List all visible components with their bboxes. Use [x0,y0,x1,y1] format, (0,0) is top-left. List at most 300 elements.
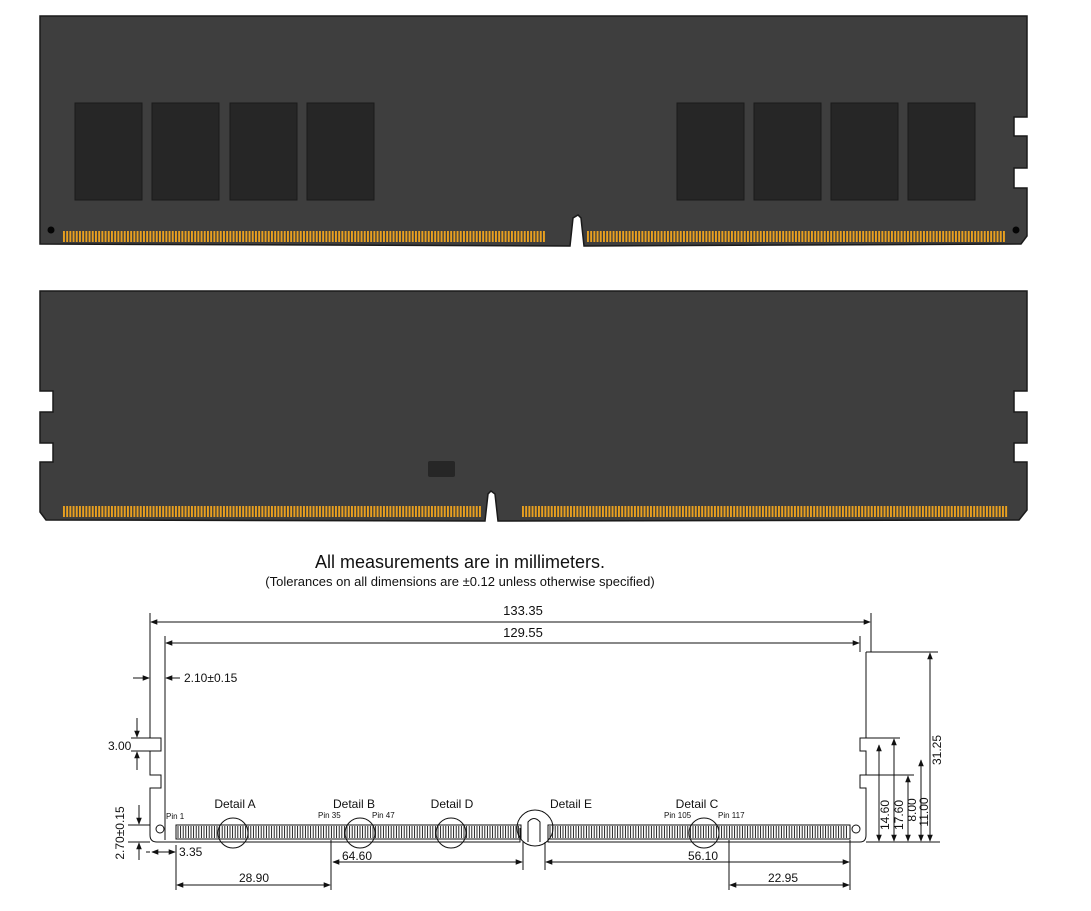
gold-finger [634,506,636,517]
gold-finger [638,231,640,242]
detail-a-label: Detail A [214,797,256,811]
gold-finger [133,231,135,242]
gold-finger [725,231,727,242]
gold-finger [625,231,627,242]
gold-finger [303,506,305,517]
gold-finger [213,231,215,242]
dim-module-height: 31.25 [930,734,944,766]
pin-105-label: Pin 105 [664,811,692,820]
gold-finger [476,506,478,517]
dim-right-to-detail-c: 22.95 [767,871,799,885]
gold-finger [795,231,797,242]
dim-edge-to-hole: 2.10±0.15 [184,671,238,685]
gold-finger [117,231,119,242]
gold-finger [223,506,225,517]
gold-finger [169,506,171,517]
gold-finger [249,231,251,242]
gold-finger [624,506,626,517]
gold-finger [261,506,263,517]
gold-finger [605,506,607,517]
gold-finger [704,506,706,517]
gold-finger [191,231,193,242]
gold-finger [293,506,295,517]
gold-finger [888,231,890,242]
gold-finger [149,231,151,242]
gold-finger [447,506,449,517]
gold-finger [602,506,604,517]
gold-finger [149,506,151,517]
gold-finger [265,231,267,242]
gold-finger [951,506,953,517]
gold-finger [811,231,813,242]
gold-finger [338,231,340,242]
gold-finger [255,506,257,517]
gold-finger [434,506,436,517]
gold-finger [730,506,732,517]
gold-finger [763,231,765,242]
gold-finger [628,506,630,517]
gold-finger [207,231,209,242]
gold-finger [647,506,649,517]
gold-finger [233,506,235,517]
gold-finger [287,506,289,517]
gold-finger [457,231,459,242]
gold-finger [431,231,433,242]
gold-finger [95,506,97,517]
gold-finger [85,231,87,242]
gold-finger [715,231,717,242]
gold-finger [98,231,100,242]
gold-finger [313,231,315,242]
gold-finger [306,506,308,517]
gold-finger [229,231,231,242]
gold-finger [383,231,385,242]
gold-finger [303,231,305,242]
gold-finger [804,506,806,517]
gold-finger [447,231,449,242]
memory-chip [152,103,219,200]
gold-finger [957,506,959,517]
gold-finger [816,506,818,517]
gold-finger [213,506,215,517]
gold-finger [415,506,417,517]
memory-chip [75,103,142,200]
gold-finger [73,506,75,517]
gold-finger [632,231,634,242]
gold-finger [992,506,994,517]
gold-finger [319,231,321,242]
pin-117-label: Pin 117 [718,811,745,820]
gold-finger [941,506,943,517]
gold-finger [567,506,569,517]
gold-finger [702,231,704,242]
mount-hole-left [156,825,164,833]
gold-finger [600,231,602,242]
gold-finger [463,231,465,242]
gold-finger [689,231,691,242]
gold-finger [727,506,729,517]
gold-finger [463,506,465,517]
detail-c-label: Detail C [675,797,719,811]
gold-finger [469,506,471,517]
memory-chip [831,103,898,200]
gold-finger [297,231,299,242]
gold-finger [570,506,572,517]
gold-finger [942,231,944,242]
gold-finger [162,231,164,242]
gold-finger [82,506,84,517]
gold-finger [335,506,337,517]
gold-finger [287,231,289,242]
gold-finger [688,506,690,517]
gold-finger [217,506,219,517]
dim-notch-lower: 11.00 [917,797,931,827]
gold-finger [756,506,758,517]
gold-finger [648,231,650,242]
gold-finger [239,506,241,517]
gold-finger [792,231,794,242]
gold-finger [319,506,321,517]
gold-finger [479,231,481,242]
gold-finger [696,231,698,242]
gold-finger [300,506,302,517]
gold-finger [753,231,755,242]
gold-finger [121,231,123,242]
gold-finger [140,506,142,517]
gold-finger [616,231,618,242]
gold-finger [444,231,446,242]
gold-finger [673,231,675,242]
gold-finger [986,506,988,517]
gold-finger [207,506,209,517]
mounting-dot-left [48,227,55,234]
gold-finger [891,231,893,242]
gold-finger [827,231,829,242]
gold-finger [705,231,707,242]
gold-finger [143,506,145,517]
gold-finger [325,506,327,517]
gold-finger [693,231,695,242]
gold-finger [974,231,976,242]
gold-finger [85,506,87,517]
gold-finger [752,506,754,517]
gold-finger [858,506,860,517]
gold-finger [268,231,270,242]
gold-finger [797,506,799,517]
gold-finger [544,506,546,517]
gold-finger [261,231,263,242]
gold-finger [66,231,68,242]
gold-finger [274,506,276,517]
gold-finger [929,231,931,242]
gold-finger [778,506,780,517]
gold-finger [747,231,749,242]
gold-finger [370,506,372,517]
gold-finger [185,506,187,517]
dim-hole-to-hole: 129.55 [503,625,543,640]
gold-finger [69,231,71,242]
gold-finger [226,506,228,517]
gold-finger [127,231,129,242]
gold-fingers-back [63,506,1007,517]
gold-finger [210,231,212,242]
gold-finger [178,231,180,242]
detail-e-label: Detail E [549,797,593,811]
gold-finger [89,231,91,242]
gold-finger [737,231,739,242]
gold-finger [389,231,391,242]
gold-finger [618,506,620,517]
gold-finger [641,231,643,242]
gold-finger [297,506,299,517]
outline [150,652,866,842]
gold-finger [466,231,468,242]
gold-finger [79,231,81,242]
gold-finger [316,231,318,242]
gold-finger [130,231,132,242]
gold-finger [453,231,455,242]
dim-notch-top: 14.60 [878,799,892,831]
gold-finger [508,231,510,242]
gold-finger [361,231,363,242]
gold-finger [817,231,819,242]
gold-finger [367,506,369,517]
gold-finger [640,506,642,517]
gold-finger [377,506,379,517]
gold-finger [409,506,411,517]
gold-finger [146,231,148,242]
gold-finger [996,506,998,517]
gold-finger [412,506,414,517]
gold-finger [733,506,735,517]
dim-hole-height: 2.70±0.15 [113,806,127,860]
gold-finger [159,231,161,242]
dim-overall-length: 133.35 [503,603,543,618]
gold-finger [900,506,902,517]
gold-finger [554,506,556,517]
gold-finger [223,231,225,242]
gold-finger [833,231,835,242]
gold-finger [824,231,826,242]
gold-finger [917,231,919,242]
gold-finger [194,231,196,242]
gold-finger [965,231,967,242]
gold-finger [162,506,164,517]
gold-finger [573,506,575,517]
gold-finger [1003,231,1005,242]
gold-finger [300,231,302,242]
gold-finger [405,231,407,242]
gold-finger [418,231,420,242]
measurement-note: All measurements are in millimeters. [314,552,606,572]
gold-finger [762,506,764,517]
gold-finger [101,231,103,242]
gold-finger [661,231,663,242]
gold-finger [351,231,353,242]
gold-finger [961,231,963,242]
memory-chip [677,103,744,200]
gold-finger [881,231,883,242]
gold-finger [233,231,235,242]
pin-1-label: Pin 1 [166,812,185,821]
gold-finger [370,231,372,242]
gold-finger [775,506,777,517]
gold-finger [460,231,462,242]
gold-finger [968,231,970,242]
gold-finger [108,506,110,517]
gold-finger [880,506,882,517]
gold-finger [367,231,369,242]
gold-finger [644,506,646,517]
gold-finger [901,231,903,242]
gold-finger [925,506,927,517]
gold-finger [421,506,423,517]
gold-finger [893,506,895,517]
gold-finger [380,506,382,517]
pin-labels [166,811,745,821]
gold-finger [178,506,180,517]
gold-finger [373,231,375,242]
gold-finger [197,506,199,517]
gold-finger [910,231,912,242]
gold-finger [201,231,203,242]
gold-finger [495,231,497,242]
gold-finger [229,506,231,517]
gold-finger [242,231,244,242]
gold-finger [121,506,123,517]
gold-finger [680,231,682,242]
gold-finger [1000,231,1002,242]
gold-finger [402,506,404,517]
gold-finger [528,506,530,517]
gold-finger [191,506,193,517]
gold-finger [701,506,703,517]
gold-finger [284,231,286,242]
gold-finger [322,231,324,242]
gold-finger [749,506,751,517]
gold-finger [967,506,969,517]
gold-finger [428,231,430,242]
gold-finger [676,506,678,517]
gold-finger [916,506,918,517]
gold-finger [76,231,78,242]
gold-finger [354,231,356,242]
memory-chip [307,103,374,200]
pin-35-label: Pin 35 [318,811,341,820]
gold-finger [589,506,591,517]
gold-finger [386,231,388,242]
gold-finger [409,231,411,242]
pin-47-label: Pin 47 [372,811,395,820]
gold-finger [999,506,1001,517]
gold-finger [284,506,286,517]
gold-finger [530,231,532,242]
gold-finger [597,231,599,242]
gold-finger [878,231,880,242]
gold-finger [501,231,503,242]
gold-finger [682,506,684,517]
gold-finger [651,231,653,242]
gold-finger [744,231,746,242]
gold-finger [813,506,815,517]
gold-finger [781,506,783,517]
gold-finger [265,506,267,517]
gold-finger [829,506,831,517]
gold-finger [672,506,674,517]
gold-finger [983,506,985,517]
gold-finger [306,231,308,242]
gold-finger [884,506,886,517]
gold-finger [66,506,68,517]
gold-finger [708,506,710,517]
gold-finger [402,231,404,242]
gold-finger [239,231,241,242]
gold-finger [734,231,736,242]
gold-finger [313,506,315,517]
gold-finger [386,506,388,517]
gold-finger [865,231,867,242]
gold-finger [877,506,879,517]
gold-finger [903,506,905,517]
gold-finger [399,231,401,242]
gold-finger [807,506,809,517]
gold-finger [973,506,975,517]
gold-finger [894,231,896,242]
dim-key-to-right: 56.10 [687,849,719,863]
gold-finger [425,506,427,517]
gold-finger [920,231,922,242]
gold-finger [853,231,855,242]
gold-finger [861,506,863,517]
gold-finger [412,231,414,242]
gold-finger [396,506,398,517]
gold-finger [603,231,605,242]
gold-finger [82,231,84,242]
gold-finger [479,506,481,517]
gold-finger [175,506,177,517]
gold-finger [396,231,398,242]
key-notch [528,819,540,843]
gold-finger [255,231,257,242]
gold-finger [277,506,279,517]
gold-finger [832,506,834,517]
gold-finger [576,506,578,517]
gold-finger [511,231,513,242]
gold-finger [907,231,909,242]
gold-finger [377,231,379,242]
gold-finger [939,231,941,242]
gold-finger [935,506,937,517]
gold-finger [348,231,350,242]
memory-chip [230,103,297,200]
gold-finger [236,506,238,517]
gold-finger [460,506,462,517]
detail-d-label: Detail D [430,797,474,811]
gold-finger [583,506,585,517]
gold-finger [776,231,778,242]
gold-finger [453,506,455,517]
gold-finger [759,506,761,517]
gold-finger [608,506,610,517]
tolerance-note: (Tolerances on all dimensions are ±0.12 unless otherwise specified) [265,574,655,589]
gold-finger [172,506,174,517]
gold-finger [846,231,848,242]
gold-finger [548,506,550,517]
gold-finger [666,506,668,517]
gold-finger [724,506,726,517]
gold-finger [175,231,177,242]
gold-finger [613,231,615,242]
